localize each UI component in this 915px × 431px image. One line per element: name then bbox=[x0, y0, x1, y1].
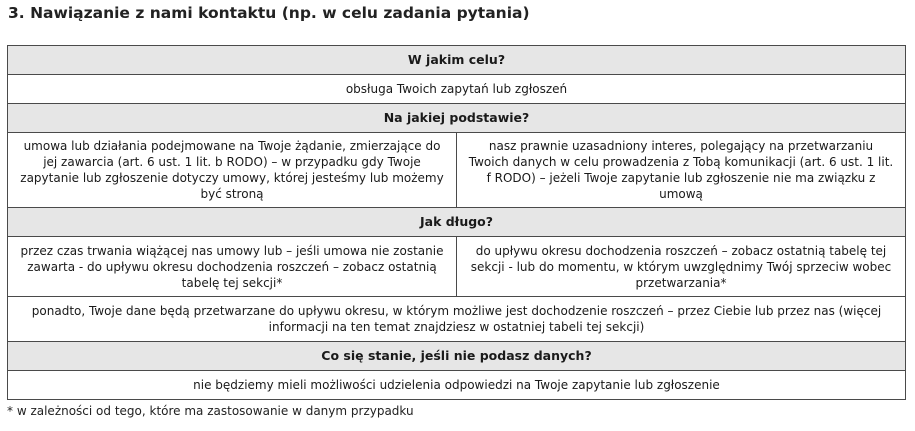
basis-contract-text: umowa lub działania podejmowane na Twoje żądanie, zmierzające do jej zawarcia (art. 6 ust. 1 lit. b RODO) – w przypadku gdy Twoje zapytanie lub zgłoszenie dotyczy umowy, której jesteśmy lub możemy być stroną bbox=[8, 133, 457, 208]
purpose-header-row bbox=[8, 46, 906, 75]
consequence-header-row bbox=[8, 342, 906, 371]
purpose-row bbox=[8, 75, 906, 104]
duration-interest-text: do upływu okresu dochodzenia roszczeń – zobacz ostatnią tabelę tej sekcji - lub do momentu, w którym uwzględnimy Twój sprzeciw wobec przetwarzania* bbox=[457, 237, 906, 297]
basis-legitimate-interest-text: nasz prawnie uzasadniony interes, polegający na przetwarzaniu Twoich danych w celu prowadzenia z Tobą komunikacji (art. 6 ust. 1 lit. f RODO) – jeżeli Twoje zapytanie lub zgłoszenie nie ma związku z umową bbox=[457, 133, 906, 208]
duration-additional-row bbox=[8, 297, 906, 342]
duration-row bbox=[8, 237, 906, 297]
basis-header-row bbox=[8, 104, 906, 133]
purpose-header: W jakim celu? bbox=[8, 46, 906, 75]
data-processing-table bbox=[7, 45, 906, 400]
duration-additional-text: ponadto, Twoje dane będą przetwarzane do upływu okresu, w którym możliwe jest dochodzenie roszczeń – przez Ciebie lub przez nas (więcej informacji na ten temat znajdziesz w ostatniej tabeli tej sekcji) bbox=[8, 297, 906, 342]
footnote: * w zależności od tego, które ma zastosowanie w danym przypadku bbox=[7, 404, 414, 418]
consequence-text: nie będziemy mieli możliwości udzielenia odpowiedzi na Twoje zapytanie lub zgłoszenie bbox=[8, 371, 906, 400]
duration-contract-text: przez czas trwania wiążącej nas umowy lub – jeśli umowa nie zostanie zawarta - do upływu okresu dochodzenia roszczeń – zobacz ostatnią tabelę tej sekcji* bbox=[8, 237, 457, 297]
duration-header: Jak długo? bbox=[8, 208, 906, 237]
purpose-text: obsługa Twoich zapytań lub zgłoszeń bbox=[8, 75, 906, 104]
basis-header: Na jakiej podstawie? bbox=[8, 104, 906, 133]
consequence-row bbox=[8, 371, 906, 400]
duration-header-row bbox=[8, 208, 906, 237]
consequence-header: Co się stanie, jeśli nie podasz danych? bbox=[8, 342, 906, 371]
section-heading: 3. Nawiązanie z nami kontaktu (np. w celu zadania pytania) bbox=[8, 4, 530, 22]
basis-row bbox=[8, 133, 906, 208]
